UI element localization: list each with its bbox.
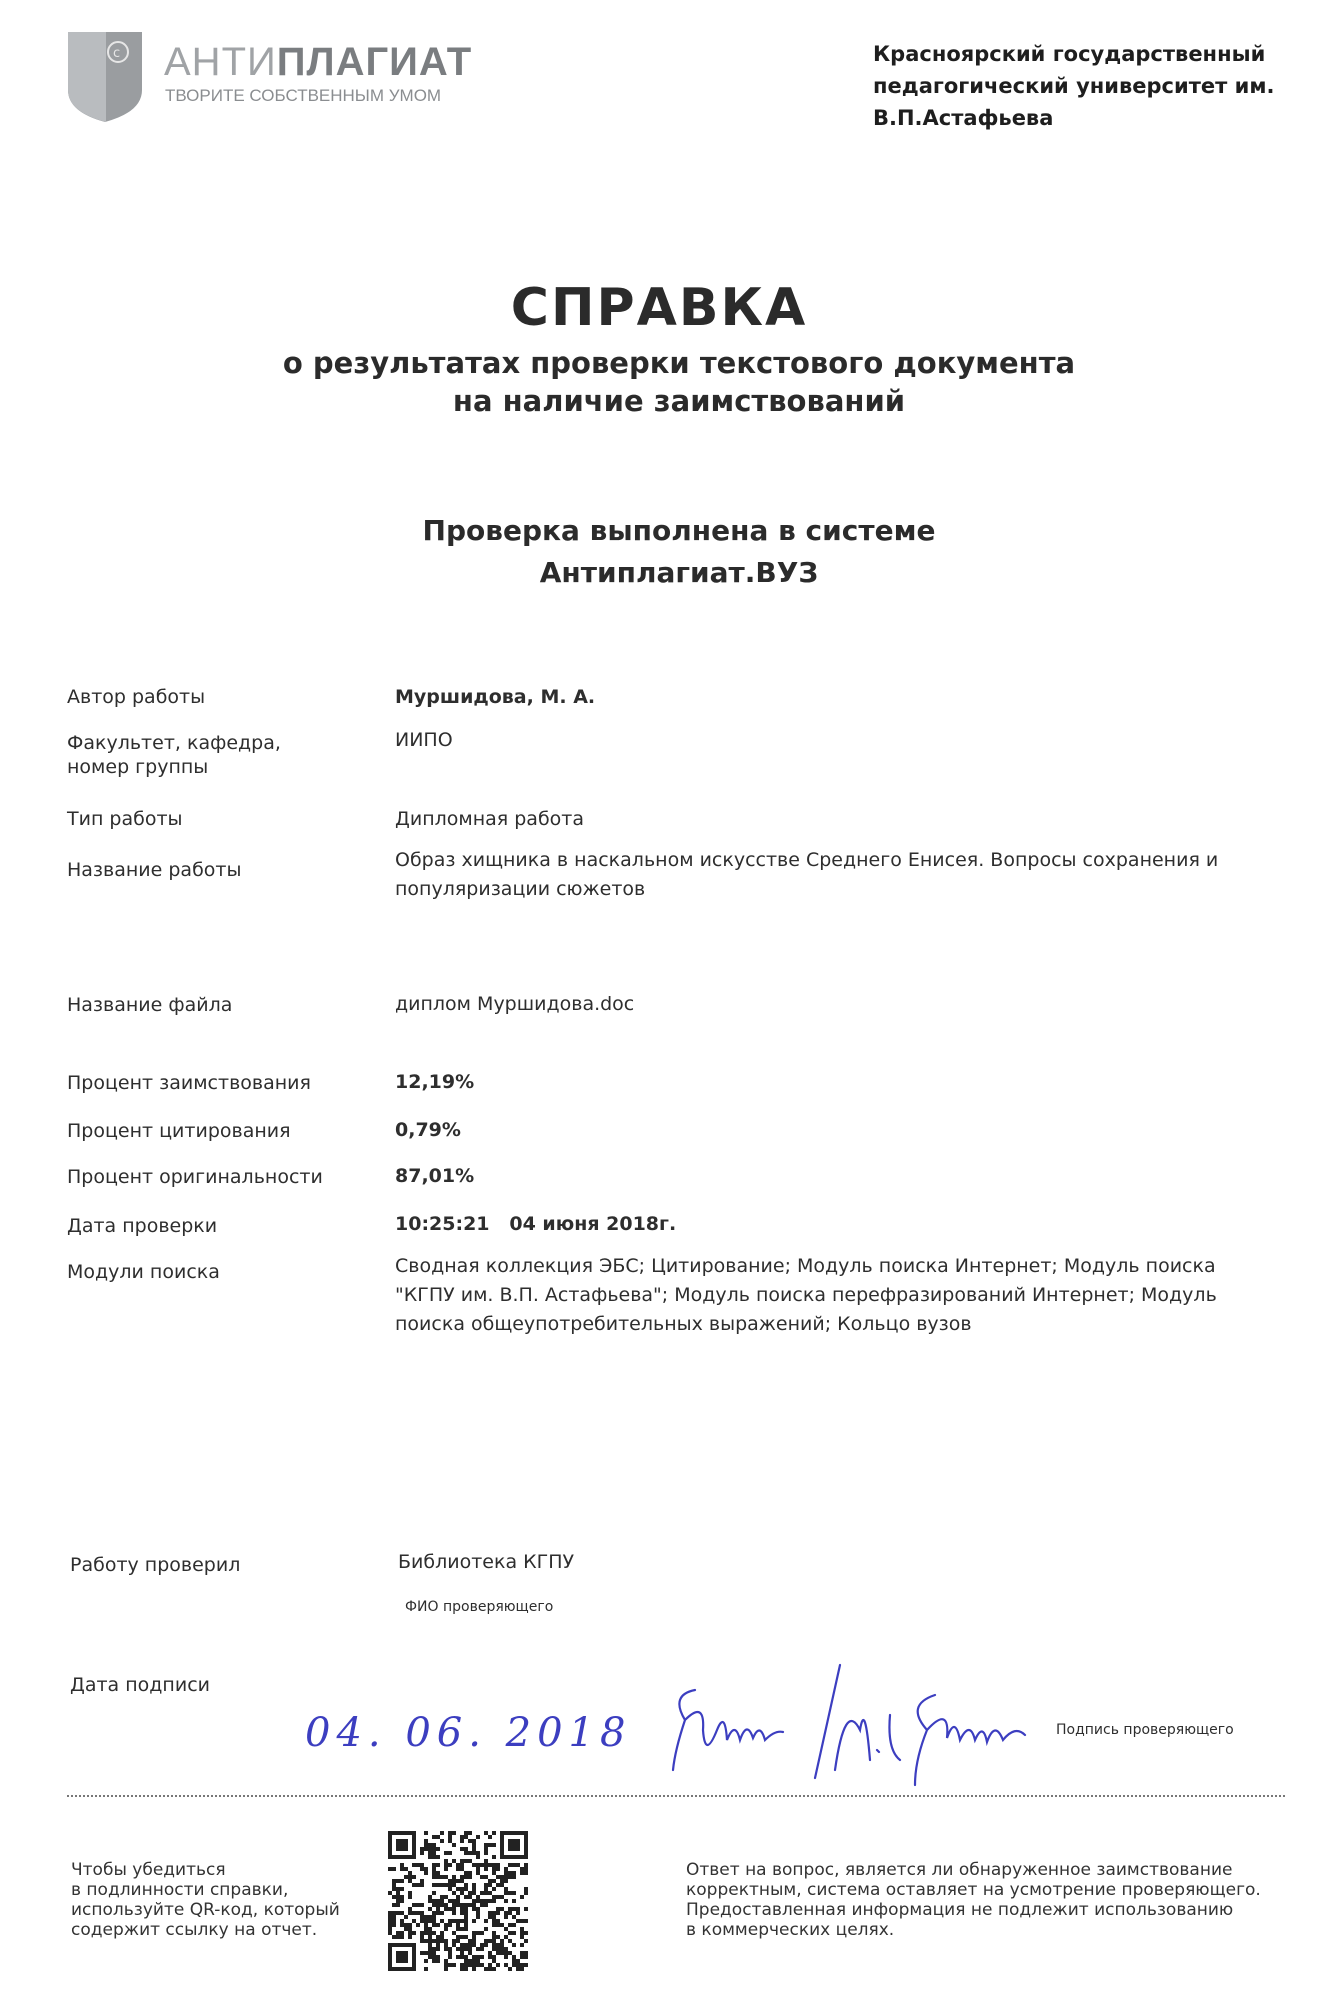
footer-line: Чтобы убедиться xyxy=(71,1860,226,1880)
logo-name-part2: ПЛАГИАТ xyxy=(276,40,473,84)
file-label: Название файла xyxy=(67,994,233,1016)
checker-value: Библиотека КГПУ xyxy=(398,1551,575,1573)
modules-label: Модули поиска xyxy=(67,1261,220,1283)
author-value: Муршидова, М. А. xyxy=(395,686,596,708)
handwritten-date: 04. 06. 2018 xyxy=(305,1710,632,1756)
work-title-value xyxy=(395,846,1245,904)
checker-label: Работу проверил xyxy=(70,1554,241,1576)
logo-tagline: ТВОРИТЕ СОБСТВЕННЫМ УМОМ xyxy=(165,86,442,105)
footer-line: в подлинности справки, xyxy=(71,1880,289,1900)
footer-line: в коммерческих целях. xyxy=(686,1920,895,1940)
faculty-label xyxy=(67,731,367,779)
faculty-value: ИИПО xyxy=(395,729,453,751)
footer-line: содержит ссылку на отчет. xyxy=(71,1920,318,1940)
qr-code[interactable] xyxy=(388,1831,528,1971)
faculty-label-line: номер группы xyxy=(67,756,209,778)
modules-line: поиска общеупотребительных выражений; Кольцо вузов xyxy=(395,1313,972,1335)
subtitle-line: на наличие заимствований xyxy=(452,384,906,418)
originality-label: Процент оригинальности xyxy=(67,1166,323,1188)
svg-text:c: c xyxy=(113,46,121,61)
modules-line: Сводная коллекция ЭБС; Цитирование; Модуль поиска Интернет; Модуль поиска xyxy=(395,1255,1216,1277)
document-subtitle xyxy=(0,344,1318,420)
modules-line: "КГПУ им. В.П. Астафьева"; Модуль поиска перефразирований Интернет; Модуль xyxy=(395,1284,1217,1306)
university-line: Красноярский государственный xyxy=(873,42,1266,66)
type-value: Дипломная работа xyxy=(395,808,585,830)
file-value: диплом Муршидова.doc xyxy=(395,993,635,1015)
work-title-label: Название работы xyxy=(67,859,242,881)
antiplagiat-shield-logo-icon xyxy=(66,30,144,124)
document-title: СПРАВКА xyxy=(510,278,808,338)
check-date-label: Дата проверки xyxy=(67,1215,218,1237)
work-title-line: Образ хищника в наскальном искусстве Среднего Енисея. Вопросы сохранения и xyxy=(395,849,1219,871)
subtitle-line: о результатах проверки текстового документа xyxy=(282,346,1076,380)
modules-value xyxy=(395,1252,1245,1339)
logo-name xyxy=(164,40,472,85)
originality-value: 87,01% xyxy=(395,1165,475,1187)
sign-date-label: Дата подписи xyxy=(70,1674,210,1696)
work-title-line: популяризации сюжетов xyxy=(395,878,646,900)
system-line: Проверка выполнена в системе xyxy=(422,514,936,547)
system-name: Антиплагиат.ВУЗ xyxy=(539,556,819,589)
citation-value: 0,79% xyxy=(395,1119,461,1141)
logo-name-part1: АНТИ xyxy=(164,40,277,84)
check-date-value: 10:25:21 04 июня 2018г. xyxy=(395,1213,677,1235)
university-line: В.П.Астафьева xyxy=(873,106,1054,130)
university-line: педагогический университет им. xyxy=(873,74,1275,98)
footer-disclaimer xyxy=(686,1860,1261,1940)
type-label: Тип работы xyxy=(67,808,183,830)
footer-line: Предоставленная информация не подлежит использованию xyxy=(686,1900,1234,1920)
university-name xyxy=(873,38,1293,134)
faculty-label-line: Факультет, кафедра, xyxy=(67,732,281,754)
citation-label: Процент цитирования xyxy=(67,1120,291,1142)
checker-caption: ФИО проверяющего xyxy=(405,1599,554,1615)
signature-caption: Подпись проверяющего xyxy=(1056,1722,1234,1738)
system-info xyxy=(0,510,1318,594)
author-label: Автор работы xyxy=(67,686,206,708)
footer-line: используйте QR-код, который xyxy=(71,1900,340,1920)
divider xyxy=(67,1795,1285,1797)
footer-line: корректным, система оставляет на усмотрение проверяющего. xyxy=(686,1880,1261,1900)
footer-qr-note xyxy=(71,1860,340,1940)
borrowing-label: Процент заимствования xyxy=(67,1072,311,1094)
footer-line: Ответ на вопрос, является ли обнаруженное заимствование xyxy=(686,1860,1233,1880)
borrowing-value: 12,19% xyxy=(395,1071,475,1093)
